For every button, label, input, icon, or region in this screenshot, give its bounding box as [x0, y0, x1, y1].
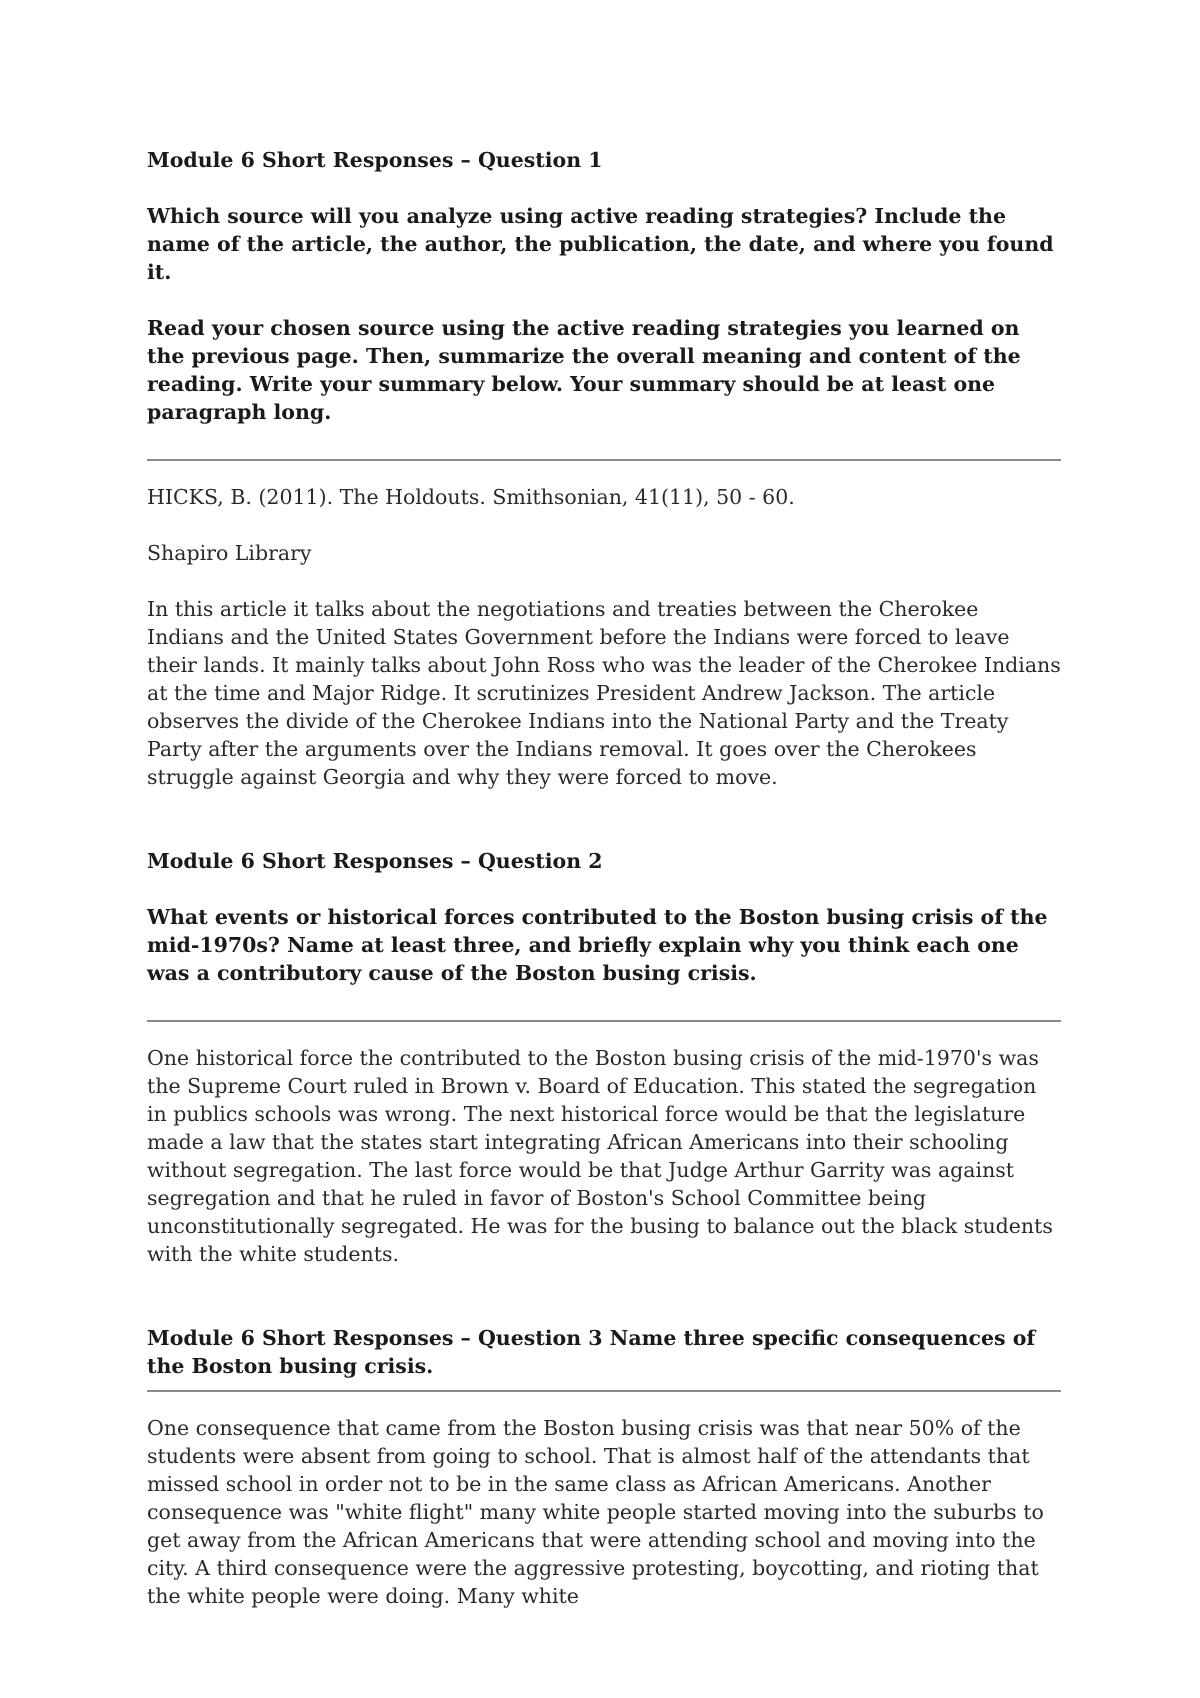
question-1-summary: In this article it talks about the negotiations and treaties between the Cherokee Indians and the United States Government before the Indians were forced to leave their lands. It mainly talks about John Ross who was the leader of the Cherokee Indians at the time and Major Ridge. It scrutinizes President Andrew Jackson. The article observes the divide of the Cherokee Indians into the National Party and the Treaty Party after the arguments over the Indians removal. It goes over the Cherokees struggle against Georgia and why they were forced to move.: [147, 597, 1061, 789]
question-1-source-location: Shapiro Library: [147, 541, 312, 565]
question-3-answer: One consequence that came from the Boston busing crisis was that near 50% of the students were absent from going to school. That is almost half of the attendants that missed school in order not to be in the same class as African Americans. Another consequence was "white flight" many white people started moving into the suburbs to get away from the African Americans that were attending school and moving into the city. A third consequence were the aggressive protesting, boycotting, and rioting that the white people were doing. Many white: [147, 1416, 1044, 1608]
document-page: [147, 146, 1061, 1610]
question-1-prompt-summary: Read your chosen source using the active reading strategies you learned on the previous page. Then, summarize the overall meaning and content of the reading. Write your summary below. Your summary should be at least one paragraph long.: [147, 316, 1021, 424]
question-1-heading: Module 6 Short Responses – Question 1: [147, 148, 603, 172]
question-2-answer: One historical force the contributed to the Boston busing crisis of the mid-1970's was the Supreme Court ruled in Brown v. Board of Education. This stated the segregation in publics schools was wrong. The next historical force would be that the legislature made a law that the states start integrating African Americans into their schooling without segregation. The last force would be that Judge Arthur Garrity was against segregation and that he ruled in favor of Boston's School Committee being unconstitutionally segregated. He was for the busing to balance out the black students with the white students.: [147, 1046, 1053, 1266]
question-1-prompt-source: Which source will you analyze using active reading strategies? Include the name of the article, the author, the publication, the date, and where you found it.: [147, 204, 1054, 284]
question-2-heading: Module 6 Short Responses – Question 2: [147, 849, 603, 873]
question-3-heading: Module 6 Short Responses – Question 3 Name three specific consequences of the Boston busing crisis.: [147, 1326, 1036, 1378]
question-1-citation: HICKS, B. (2011). The Holdouts. Smithsonian, 41(11), 50 - 60.: [147, 485, 795, 509]
question-2-prompt: What events or historical forces contributed to the Boston busing crisis of the mid-1970s? Name at least three, and briefly explain why you think each one was a contributory cause of the Boston busing crisis.: [147, 905, 1048, 985]
